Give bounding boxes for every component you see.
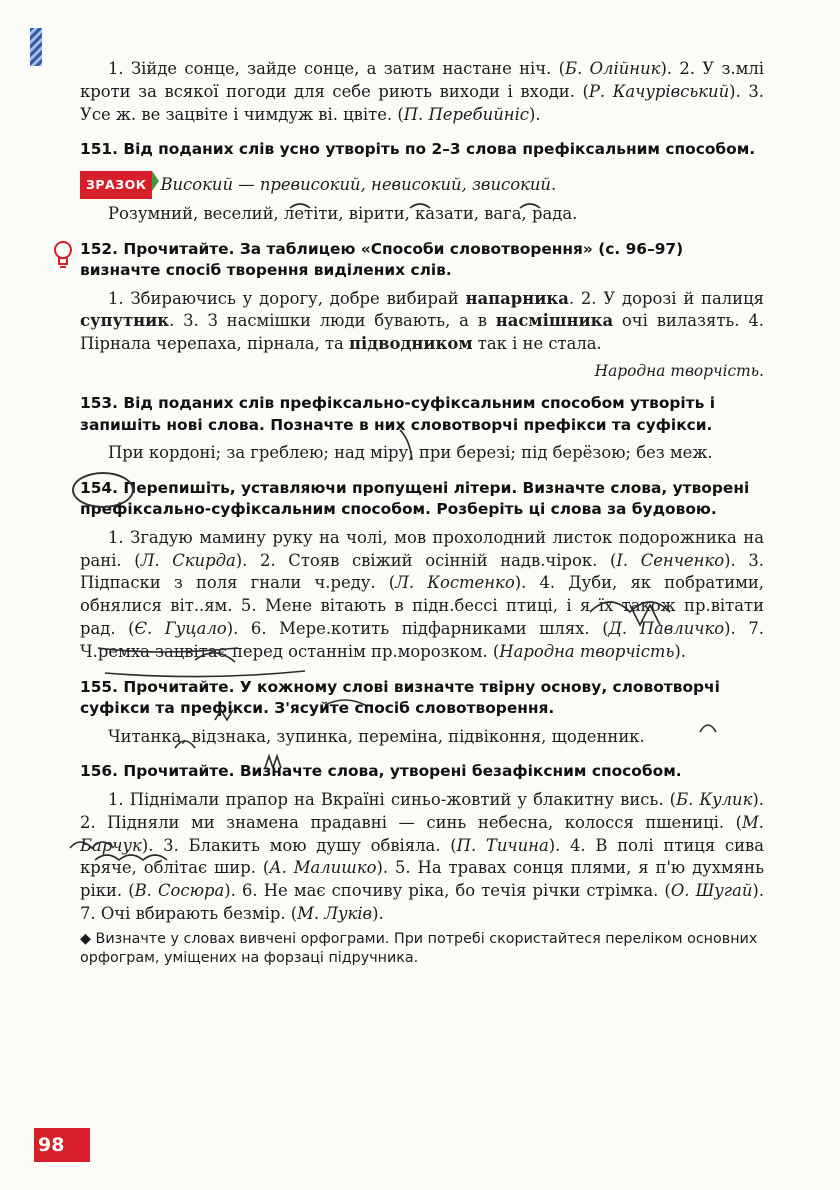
sample-line: [80, 171, 764, 199]
task-156-text: 1. Піднімали прапор на Вкраїні синьо-жовтий у блакитну вись. (Б. Кулик). 2. Підняли ми знамена прадавні — синь небесна, колосся пшениці. (М. Барчук). 3. Блакить мою душу обвіяла. (П. Тичина). 4. В полі птиця сива кряче, облітає шир. (А. Малишко). 5. На травах сонця плями, я п'ю духмянь ріки. (В. Сосюра). 6. Не має спочиву ріка, бо течія річки стрімка. (О. Шугай). 7. Очі вбирають безмір. (М. Луків).: [80, 789, 765, 923]
page-content: [80, 58, 764, 968]
task-156-heading: 156. Прочитайте. Визначте слова, утворені безафіксним способом.: [80, 762, 682, 781]
lightbulb-icon: [50, 239, 76, 269]
corner-decoration: [30, 28, 42, 66]
task-152-text: 1. Збираючись у дорогу, добре вибирай напарника. 2. У дорозі й палиця супутник. 3. З насмішки люди бувають, а в насмішника очі вилазять. 4. Пірнала черепаха, пірнала, та підводником так і не стала.: [80, 288, 764, 354]
task-153-words: При кордоні; за греблею; над міру; при березі; під берёзою; без меж.: [108, 443, 713, 463]
task-151-words: Розумний, веселий, летіти, вірити, казати, вага, рада.: [108, 203, 578, 223]
task-155-heading: 155. Прочитайте. У кожному слові визначте твірну основу, словотворчі суфікси та префікси. З'ясуйте спосіб словотворення.: [80, 677, 720, 718]
handwritten-circle: [72, 472, 134, 508]
task-151-heading: 151. Від поданих слів усно утворіть по 2–3 слова префіксальним способом.: [80, 140, 756, 159]
sample-text: Високий — превисокий, невисокий, звисокий.: [160, 174, 557, 194]
task-155-words: Читанка, відзнака, зупинка, переміна, підвіконня, щоденник.: [108, 726, 645, 746]
sample-badge: ЗРАЗОК: [80, 171, 152, 199]
intro-paragraph: 1. Зійде сонце, зайде сонце, а затим настане ніч. (Б. Олійник). 2. У з.млі кроти за всякої погоди для себе риють виходи і входи. (Р. Качурівський). 3. Усе ж. ве зацвіте і чимдуж ві. цвіте. (П. Перебийніс).: [80, 59, 765, 124]
footnote: ◆ Визначте у словах вивчені орфограми. При потребі скористайтеся переліком основних орфограм, уміщених на форзаці підручника.: [80, 930, 758, 966]
task-153-heading: 153. Від поданих слів префіксально-суфіксальним способом утворіть і запишіть нові слова. Позначте в них словотворчі префікси та суфікси.: [80, 394, 715, 434]
task-152-source: Народна творчість.: [594, 362, 764, 381]
page-number: 98: [34, 1128, 90, 1162]
task-154-heading: 154. Перепишіть, уставляючи пропущені літери. Визначте слова, утворені префіксально-суфіксальним способом. Розберіть ці слова за будовою.: [80, 478, 764, 521]
task-152-heading: 152. Прочитайте. За таблицею «Способи словотворення» (с. 96–97) визначте спосіб творення виділених слів.: [50, 239, 764, 282]
task-154-text: 1. Згадую мамину руку на чолі, мов прохолодний листок подорожника на рані. (Л. Скирда). 2. Стояв свіжий осінній надв.чірок. (І. Сенченко). 3. Підпаски з поля гнали ч.реду. (Л. Костенко). 4. Дуби, як побратими, обнялися віт..ям. 5. Мене вітають в підн.бессі птиці, і я їх також пр.вітати рад. (Є. Гуцало). 6. Мере.котить підфарниками шлях. (Д. Павличко). 7. Ч.ремха зацвітає перед останнім пр.морозком. (Народна творчість).: [80, 527, 764, 661]
